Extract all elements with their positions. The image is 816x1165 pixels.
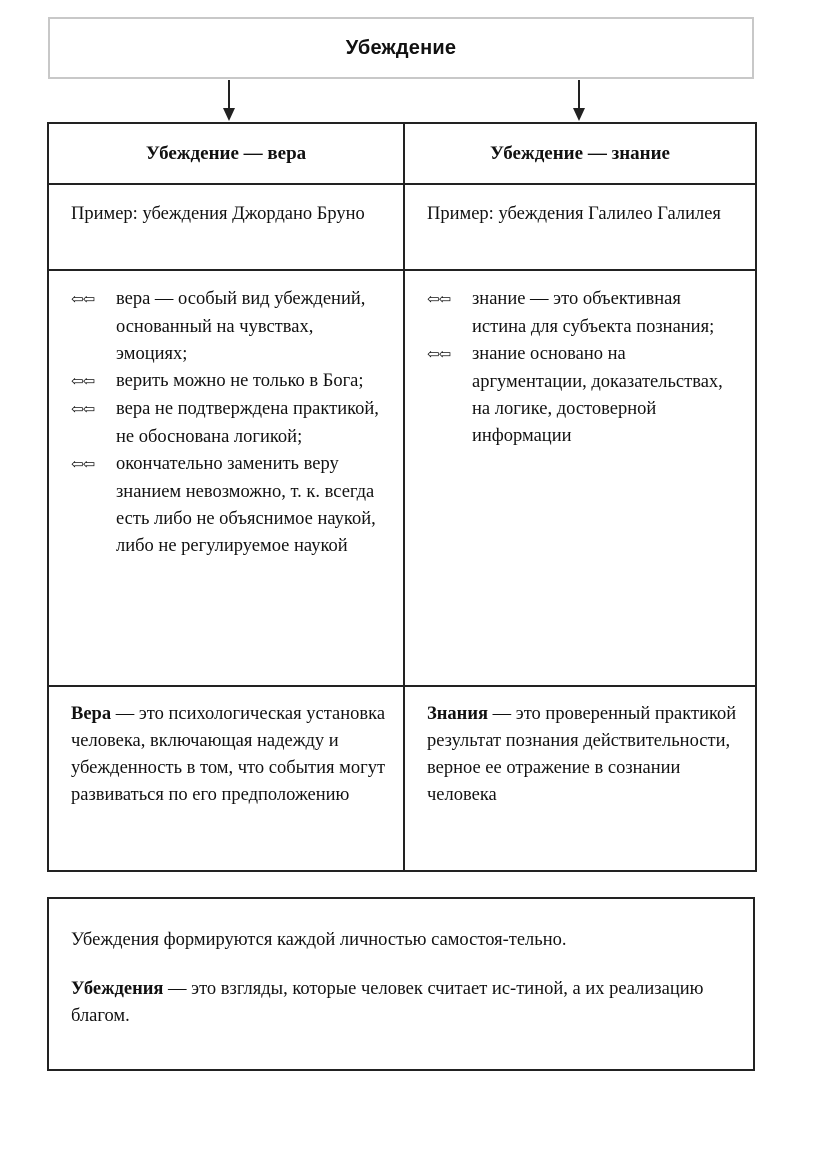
summary-line-2: Убеждения — это взгляды, которые человек считает ис-тиной, а их реализацию благом. <box>71 979 704 1026</box>
double-arrow-left-icon: ⇦⇦ <box>71 292 95 308</box>
arrow-right-icon <box>571 80 587 122</box>
summary-box <box>47 897 755 1071</box>
title-box <box>48 17 754 79</box>
list-item: ⇦⇦ окончательно заменить веру знанием невозможно, т. к. всегда есть либо не объяснимое наукой, либо не регулируемое наукой <box>71 454 376 556</box>
double-arrow-left-icon: ⇦⇦ <box>71 374 95 390</box>
definition-faith <box>49 687 405 870</box>
double-arrow-left-icon: ⇦⇦ <box>71 402 95 418</box>
definition-text: — это проверенный практикой результат познания действительности, верное ее отражение в сознании человека <box>427 704 737 805</box>
list-item: ⇦⇦ знание основано на аргументации, доказательствах, на логике, достоверной информации <box>427 344 723 446</box>
definition-term: Знания <box>427 704 489 724</box>
comparison-table <box>47 122 757 872</box>
double-arrow-left-icon: ⇦⇦ <box>71 457 95 473</box>
faith-points <box>49 271 405 687</box>
list-item: ⇦⇦ знание — это объективная истина для субъекта познания; <box>427 289 715 337</box>
summary-term: Убеждения <box>71 979 164 999</box>
example-faith: Пример: убеждения Джордано Бруно <box>49 185 405 271</box>
double-arrow-left-icon: ⇦⇦ <box>427 292 451 308</box>
definition-term: Вера <box>71 704 112 724</box>
knowledge-points <box>405 271 755 687</box>
list-item: ⇦⇦ верить можно не только в Бога; <box>71 368 387 396</box>
header-knowledge: Убеждение — знание <box>405 124 755 185</box>
list-item: ⇦⇦ вера не подтверждена практикой, не обоснована логикой; <box>71 399 379 447</box>
example-knowledge: Пример: убеждения Галилео Галилея <box>405 185 755 271</box>
arrow-left-icon <box>221 80 237 122</box>
list-item: ⇦⇦ вера — особый вид убеждений, основанный на чувствах, эмоциях; <box>71 289 366 364</box>
double-arrow-left-icon: ⇦⇦ <box>427 347 451 363</box>
header-faith: Убеждение — вера <box>49 124 405 185</box>
summary-line-1: Убеждения формируются каждой личностью самостоя-тельно. <box>71 930 567 950</box>
diagram-title: Убеждение <box>345 36 457 59</box>
definition-text: — это психологическая установка человека, включающая надежду и убежденность в том, что события могут развиваться по его предположению <box>71 704 386 805</box>
definition-knowledge <box>405 687 755 870</box>
